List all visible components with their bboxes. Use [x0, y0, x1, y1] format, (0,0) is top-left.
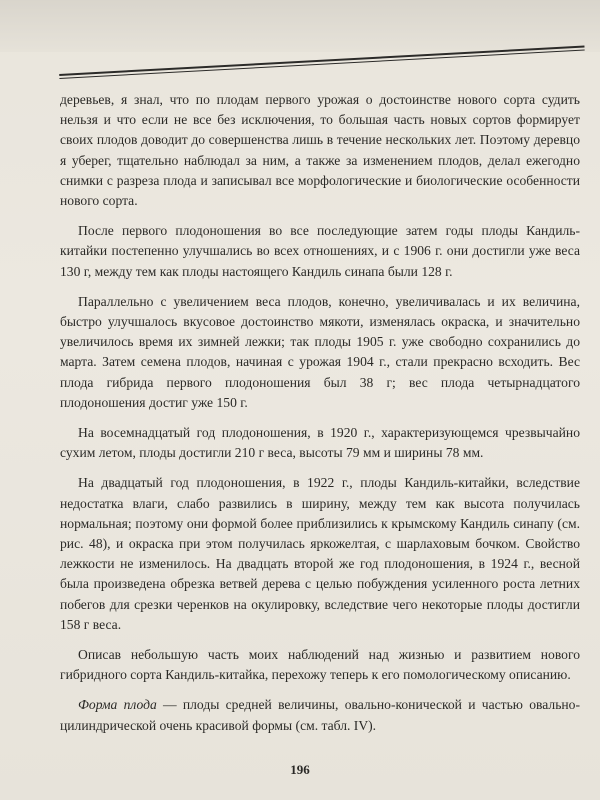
- paragraph: деревьев, я знал, что по плодам первого урожая о достоинстве нового сорта судить нельзя и что если не все без исключения, то большая часть новых сортов формирует своих плодов доводит до совершенства лишь в течение нескольких лет. Поэтому деревцо я уберег, тщательно наблюдал за ним, а также за изменением плодов, делал ежегодно снимки с разреза плода и записывал все морфологические и биологические особенности нового сорта.: [60, 92, 580, 209]
- term-description: — плоды средней величины, овально-конической и частью овально-цилиндрической очень красивой формы (см. табл. IV).: [60, 697, 580, 733]
- paragraph: На двадцатый год плодоношения, в 1922 г., плоды Кандиль-китайки, вследствие недостатка влаги, слабо развились в ширину, между тем как высота получилась нормальная; поэтому они формой более приблизились к крымскому Кандиль синапу (см. рис. 48), и окраска при этом получилась яркожелтая, с шарлаховым бочком. Свойство лежкости не изменилось. На двадцать второй же год плодоношения, в 1924 г., весной была произведена обрезка ветвей дерева с целью побуждения усиленного роста летних побегов для срезки черенков на окулировку, вследствие чего некоторые плоды достигли 158 г веса.: [60, 475, 580, 632]
- paragraph: Параллельно с увеличением веса плодов, конечно, увеличивалась и их величина, быстро улучшалось вкусовое достоинство мякоти, изменялась окраска, и значительно увеличилось время их зимней лежки; так плоды 1905 г. уже свободно сохранились до марта. Затем семена плодов, начиная с урожая 1904 г., стали прекрасно всходить. Вес плода гибрида первого плодоношения был 38 г; вес плода четырнадцатого плодоношения достиг уже 150 г.: [60, 293, 580, 410]
- term-lead: Форма плода: [78, 697, 157, 713]
- body-text: [60, 90, 580, 746]
- paragraph: После первого плодоношения во все последующие затем годы плоды Кандиль-китайки постепенно улучшались во всех отношениях, и с 1906 г. они достигли уже веса 130 г, между тем как плоды настоящего Кандиль синапа были 128 г.: [60, 223, 580, 279]
- paragraph: Описав небольшую часть моих наблюдений над жизнью и развитием нового гибридного сорта Кандиль-китайка, перехожу теперь к его помологическому описанию.: [60, 647, 580, 683]
- paragraph: На восемнадцатый год плодоношения, в 1920 г., характеризующемся чрезвычайно сухим летом, плоды достигли 210 г веса, высоты 79 мм и ширины 78 мм.: [60, 425, 580, 461]
- page-number: 196: [290, 762, 310, 777]
- paragraph-form: [60, 695, 580, 735]
